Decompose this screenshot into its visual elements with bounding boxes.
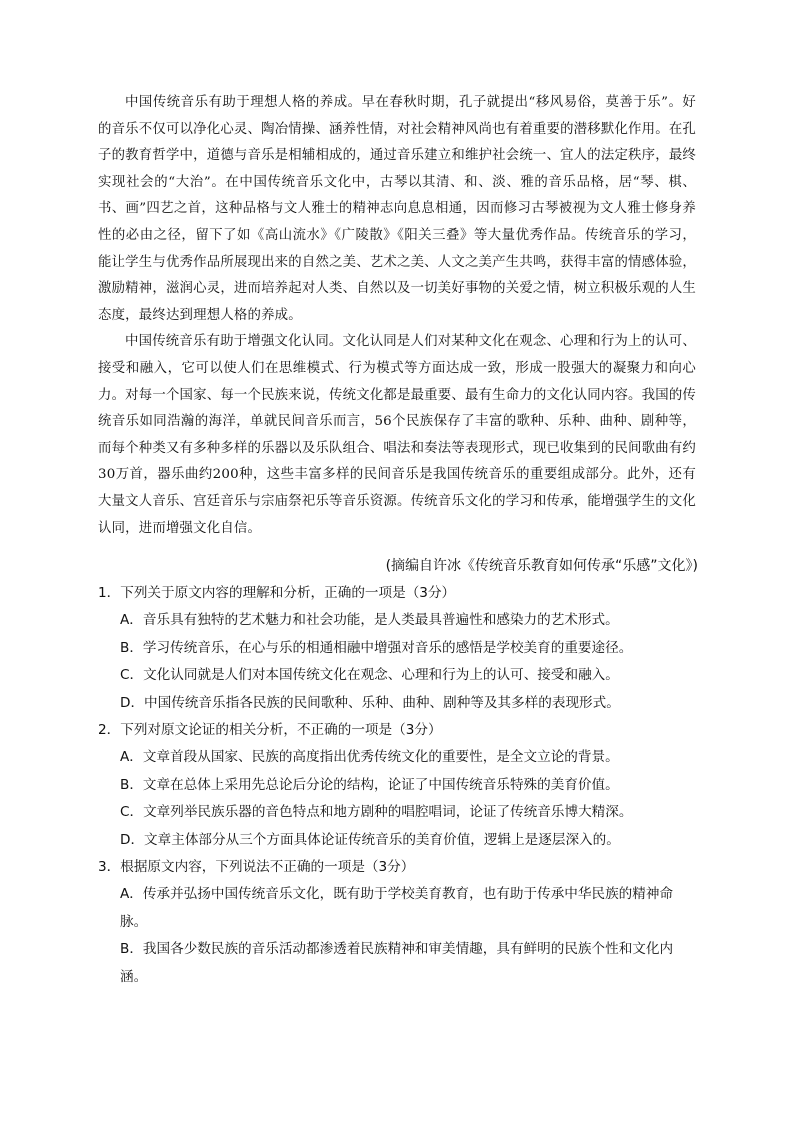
reading-passage [98, 90, 696, 542]
question-stem: 1．下列关于原文内容的理解和分析，正确的一项是（3分） [98, 585, 456, 601]
question-list [98, 580, 698, 991]
option-b: B．文章在总体上采用先总论后分论的结构，论证了中国传统音乐特殊的美育价值。 [120, 776, 619, 793]
question-stem: 2．下列对原文论证的相关分析，不正确的一项是（3分） [98, 722, 442, 739]
passage-paragraph: 中国传统音乐有助于理想人格的养成。早在春秋时期，孔子就提出“移风易俗，莫善于乐”。好的音乐不仅可以净化心灵、陶冶情操、涵养性情，对社会精神风尚也有着重要的潜移默化作用。在孔子的教育哲学中，道德与音乐是相辅相成的，通过音乐建立和维护社会统一、宜人的法定秩序，最终实现社会的“大治”。在中国传统音乐文化中，古琴以其清、和、淡、雅的音乐品格，居“琴、棋、书、画”四艺之首，这种品格与文人雅士的精神志向息息相通，因而修习古琴被视为文人雅士修身养性的必由之径，留下了如《高山流水》《广陵散》《阳关三叠》等大量优秀作品。传统音乐的学习，能让学生与优秀作品所展现出来的自然之美、艺术之美、人文之美产生共鸣，获得丰富的情感体验，激励精神，滋润心灵，进而培养起对人类、自然以及一切美好事物的关爱之情，树立积极乐观的人生态度，最终达到理想人格的养成。 [98, 95, 696, 323]
question-stem: 3．根据原文内容，下列说法不正确的一项是（3分） [98, 859, 415, 876]
passage-source: (摘编自许冰《传统音乐教育如何传承“乐感”文化》) [385, 558, 698, 574]
option-c: C．文化认同就是人们对本国传统文化在观念、心理和行为上的认可、接受和融入。 [120, 667, 619, 684]
question-1 [98, 580, 698, 717]
option-a: A．文章首段从国家、民族的高度指出优秀传统文化的重要性，是全文立论的背景。 [120, 749, 619, 766]
option-c: C．文章列举民族乐器的音色特点和地方剧种的唱腔唱词，论证了传统音乐博大精深。 [120, 804, 633, 821]
option-d: D．文章主体部分从三个方面具体论证传统音乐的美育价值，逻辑上是逐层深入的。 [120, 831, 620, 848]
option-b: B．学习传统音乐，在心与乐的相通相融中增强对音乐的感悟是学校美育的重要途径。 [120, 639, 633, 656]
question-2 [98, 717, 698, 854]
option-a: A．传承并弘扬中国传统音乐文化，既有助于学校美育教育，也有助于传承中华民族的精神命脉。 [120, 886, 674, 930]
option-b: B．我国各少数民族的音乐活动都渗透着民族精神和审美情趣，具有鲜明的民族个性和文化内涵。 [120, 941, 674, 985]
option-a: A．音乐具有独特的艺术魅力和社会功能，是人类最具普遍性和感染力的艺术形式。 [120, 612, 619, 629]
passage-paragraph: 中国传统音乐有助于增强文化认同。文化认同是人们对某种文化在观念、心理和行为上的认可、接受和融入，它可以使人们在思维模式、行为模式等方面达成一致，形成一股强大的凝聚力和向心力。对每一个国家、每一个民族来说，传统文化都是最重要、最有生命力的文化认同内容。我国的传统音乐如同浩瀚的海洋，单就民间音乐而言，56个民族保存了丰富的歌种、乐种、曲种、剧种等，而每个种类又有多种多样的乐器以及乐队组合、唱法和奏法等表现形式，现已收集到的民间歌曲有约30万首，器乐曲约200种，这些丰富多样的民间音乐是我国传统音乐的重要组成部分。此外，还有大量文人音乐、宫廷音乐与宗庙祭祀乐等音乐资源。传统音乐文化的学习和传承，能增强学生的文化认同，进而增强文化自信。 [98, 334, 696, 536]
question-3 [98, 854, 698, 991]
option-d: D．中国传统音乐指各民族的民间歌种、乐种、曲种、剧种等及其多样的表现形式。 [120, 694, 620, 711]
